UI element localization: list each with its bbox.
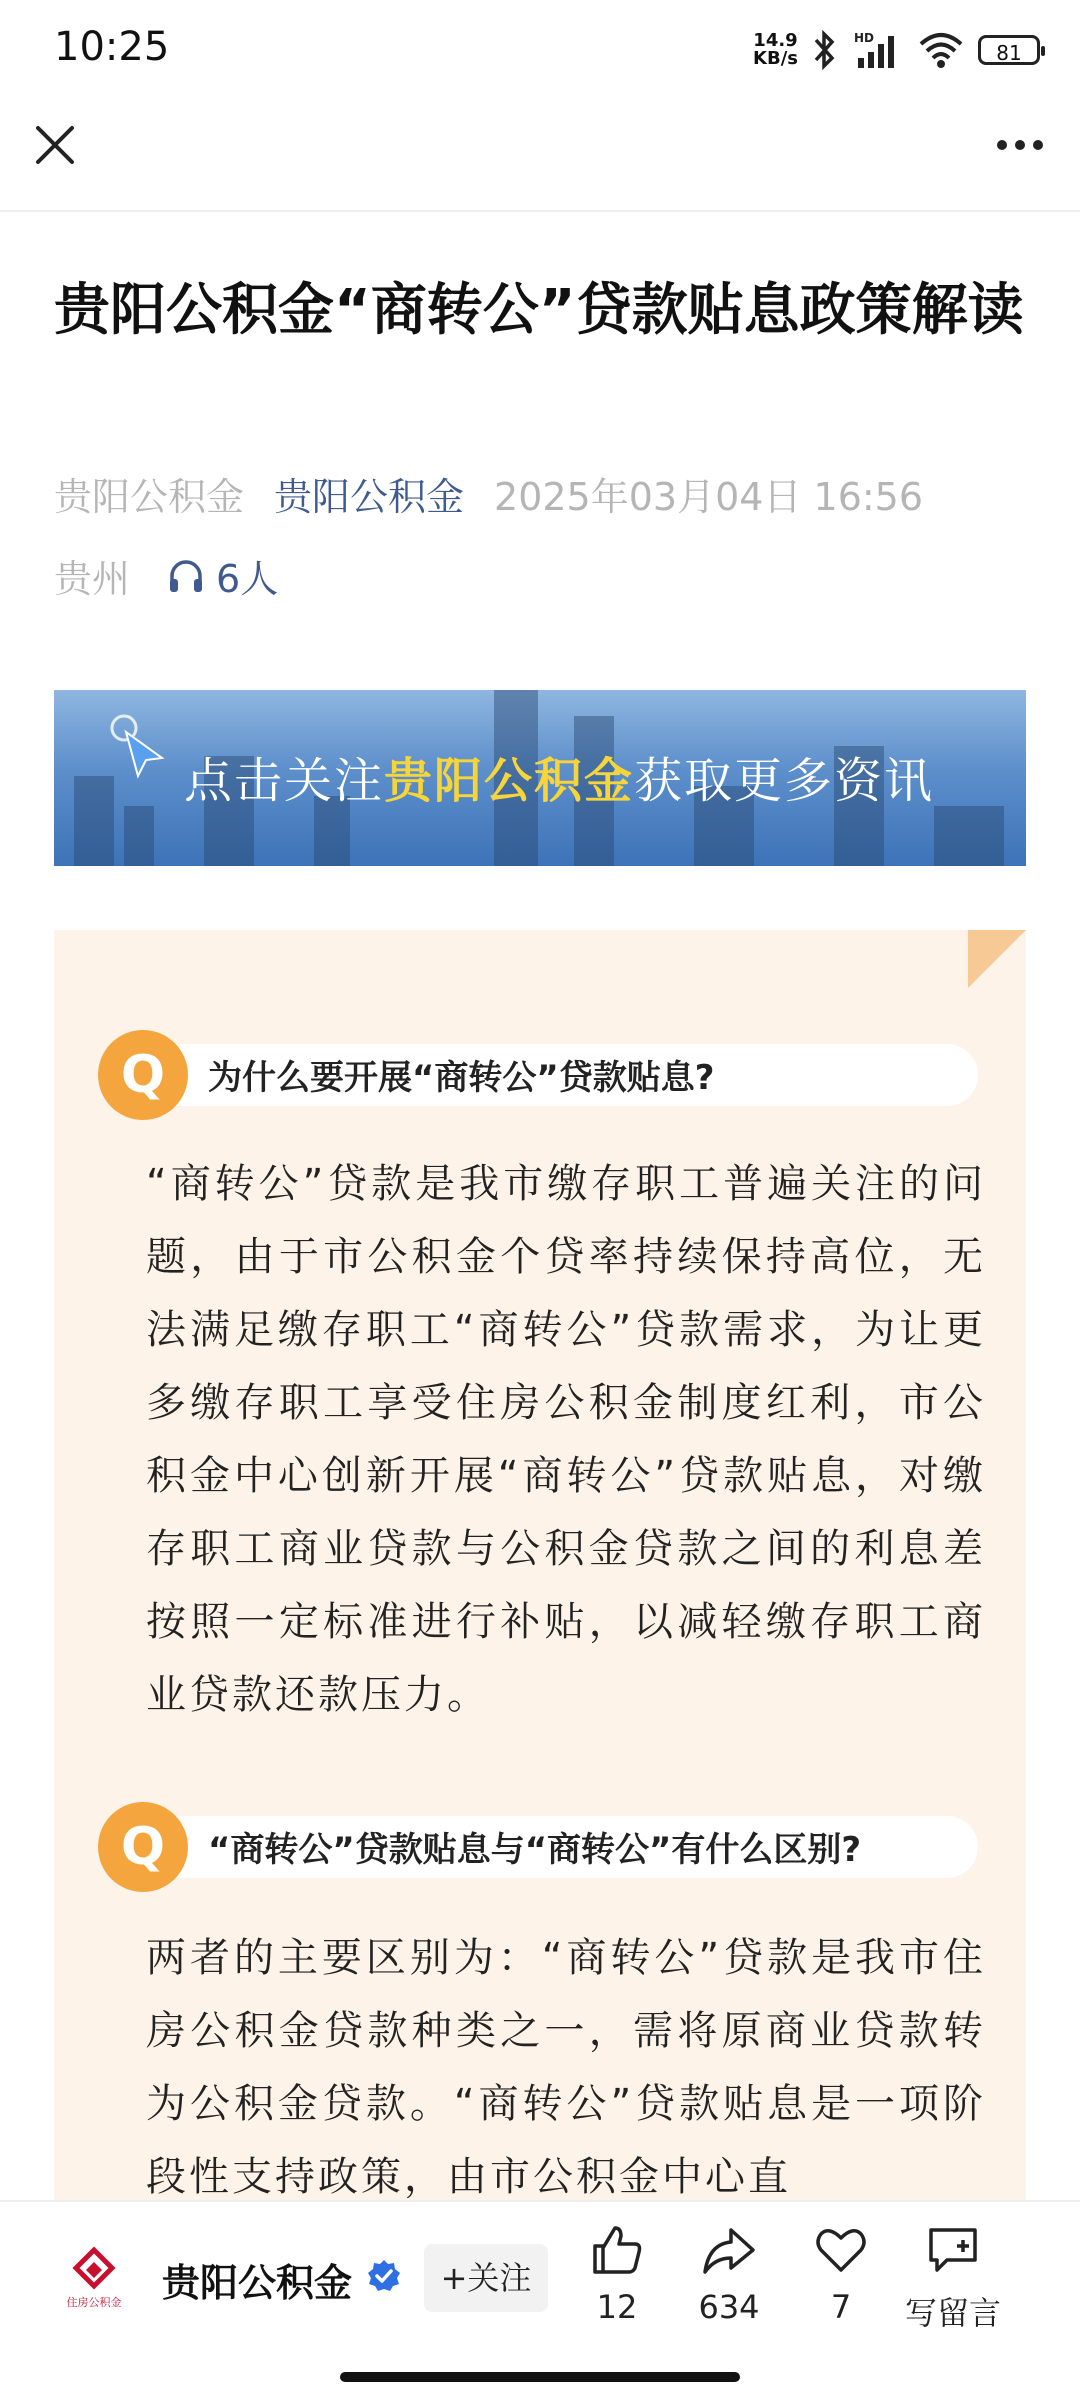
listen-button[interactable] bbox=[166, 548, 278, 603]
verified-icon bbox=[366, 2258, 402, 2294]
favorite-count: 7 bbox=[830, 2288, 852, 2326]
share-count: 634 bbox=[698, 2288, 760, 2326]
banner-highlight: 贵阳公积金 bbox=[384, 753, 635, 809]
status-bar bbox=[0, 0, 1080, 100]
status-time: 10:25 bbox=[54, 24, 170, 70]
close-icon[interactable] bbox=[30, 120, 80, 170]
question-badge: Q bbox=[98, 1802, 188, 1892]
top-bar bbox=[0, 100, 1080, 212]
article-meta bbox=[54, 466, 923, 521]
question-row bbox=[98, 1810, 978, 1884]
headphone-icon bbox=[166, 556, 206, 596]
comment-button[interactable] bbox=[898, 2222, 1008, 2334]
page-fold bbox=[968, 930, 1026, 988]
question-row bbox=[98, 1038, 978, 1112]
like-button[interactable] bbox=[562, 2222, 672, 2326]
question-text: 为什么要开展“商转公”贷款贴息? bbox=[208, 1058, 715, 1098]
account-logo-icon[interactable] bbox=[54, 2242, 134, 2322]
pointer-icon bbox=[104, 710, 174, 790]
follow-banner[interactable] bbox=[54, 690, 1026, 866]
listener-count: 6人 bbox=[216, 557, 279, 601]
qa-card bbox=[54, 930, 1026, 2200]
author-link[interactable]: 贵阳公积金 bbox=[274, 475, 465, 519]
share-button[interactable] bbox=[674, 2222, 784, 2326]
location: 贵州 bbox=[54, 557, 131, 601]
heart-icon bbox=[813, 2222, 869, 2278]
battery-indicator: 81 bbox=[978, 35, 1040, 65]
favorite-button[interactable] bbox=[786, 2222, 896, 2326]
bottom-bar bbox=[0, 2200, 1080, 2402]
status-icons bbox=[753, 24, 1040, 76]
wifi-icon bbox=[918, 30, 964, 70]
bluetooth-icon bbox=[812, 30, 838, 70]
account-name[interactable]: 贵阳公积金 bbox=[162, 2261, 353, 2305]
publish-time: 2025年03月04日 16:56 bbox=[494, 475, 924, 519]
svg-text:住房公积金: 住房公积金 bbox=[66, 2296, 122, 2309]
article-source: 贵阳公积金 bbox=[54, 475, 245, 519]
answer-text: 两者的主要区别为：“商转公”贷款是我市住房公积金贷款种类之一，需将原商业贷款转为公积金贷款。“商转公”贷款贴息是一项阶段性支持政策，由市公积金中心直 bbox=[146, 1935, 986, 2200]
thumbs-up-icon bbox=[589, 2222, 645, 2278]
article-meta-2 bbox=[54, 548, 278, 603]
banner-text: 点击关注贵阳公积金获取更多资讯 bbox=[184, 753, 935, 809]
svg-text:HD: HD bbox=[854, 31, 875, 45]
answer-text: “商转公”贷款是我市缴存职工普遍关注的问题，由于市公积金个贷率持续保持高位，无法满足缴存职工“商转公”贷款需求，为让更多缴存职工享受住房公积金制度红利，市公积金中心创新开展“商转公”贷款贴息，对缴存职工商业贷款与公积金贷款之间的利息差按照一定标准进行补贴，以减轻缴存职工商业贷款还款压力。 bbox=[146, 1161, 986, 1718]
network-speed: 14.9 KB/s bbox=[753, 30, 798, 69]
like-count: 12 bbox=[596, 2288, 638, 2326]
question-badge: Q bbox=[98, 1030, 188, 1120]
comment-label: 写留言 bbox=[904, 2294, 1001, 2332]
follow-button[interactable]: +关注 bbox=[424, 2244, 548, 2312]
home-indicator[interactable] bbox=[340, 2372, 740, 2382]
signal-icon bbox=[852, 30, 904, 70]
more-options-icon[interactable] bbox=[990, 120, 1050, 170]
question-text: “商转公”贷款贴息与“商转公”有什么区别? bbox=[208, 1830, 862, 1870]
share-icon bbox=[701, 2222, 757, 2278]
comment-add-icon bbox=[925, 2222, 981, 2278]
article-title: 贵阳公积金“商转公”贷款贴息政策解读 bbox=[54, 278, 1024, 343]
